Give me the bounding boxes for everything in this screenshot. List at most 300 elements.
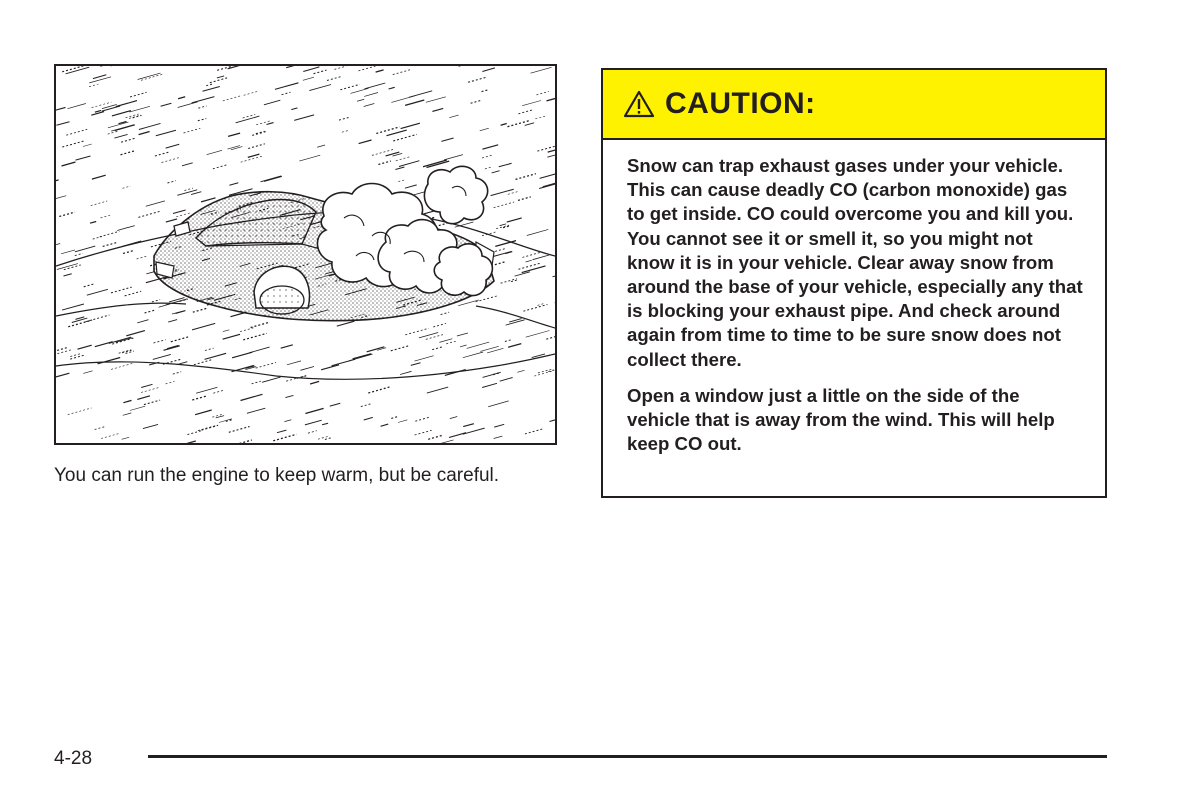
snow-streak <box>123 250 134 253</box>
snow-streak <box>64 274 72 276</box>
snow-streak <box>145 310 156 313</box>
snow-streak <box>303 67 319 72</box>
snow-streak <box>256 363 276 369</box>
snow-streak <box>75 253 83 255</box>
snow-streak <box>164 346 180 351</box>
snow-streak <box>223 96 241 101</box>
snow-streak <box>252 381 261 384</box>
snow-streak <box>387 130 407 136</box>
snow-streak <box>281 345 293 348</box>
snow-streak <box>500 224 507 226</box>
snow-streak <box>527 229 549 235</box>
snow-streak <box>415 417 430 421</box>
snow-streak <box>192 323 215 330</box>
snow-streak <box>111 287 132 293</box>
snow-streak <box>463 352 483 358</box>
snow-streak <box>482 68 495 72</box>
snow-streak <box>103 243 117 247</box>
snow-streak <box>68 104 86 109</box>
snow-streak <box>108 131 120 134</box>
snow-streak <box>210 78 229 83</box>
snow-streak <box>123 413 132 415</box>
snow-streak <box>396 157 410 161</box>
snow-streak <box>368 387 390 393</box>
snow-streak <box>337 321 355 326</box>
snow-streak <box>501 124 507 126</box>
snow-streak <box>101 433 120 438</box>
snow-streak <box>534 371 554 377</box>
snow-streak <box>137 320 148 323</box>
snow-streak <box>125 291 142 296</box>
snow-streak <box>217 76 224 78</box>
snow-streak <box>101 215 111 218</box>
snow-streak <box>309 85 331 91</box>
snow-streak <box>282 92 291 95</box>
snow-streak <box>277 430 286 433</box>
snow-streak <box>159 304 171 307</box>
snow-streak <box>62 141 84 147</box>
caution-header <box>603 70 1105 140</box>
snow-streak <box>334 66 346 69</box>
snow-streak <box>176 311 186 314</box>
snow-streak <box>173 210 186 214</box>
snow-streak <box>523 305 547 312</box>
snow-streak <box>76 156 91 160</box>
snow-streak <box>314 70 327 74</box>
snow-streak <box>492 171 500 173</box>
snow-streak <box>206 84 213 86</box>
snow-streak <box>386 152 400 156</box>
snow-streak <box>409 91 432 98</box>
snow-streak <box>267 123 274 125</box>
snow-streak <box>171 337 188 342</box>
snow-streak <box>166 381 175 384</box>
snow-streak <box>56 196 66 201</box>
snow-streak <box>359 140 372 144</box>
snow-streak <box>468 77 487 82</box>
snow-streak <box>223 334 240 339</box>
snow-streak <box>291 108 297 110</box>
snow-streak <box>482 145 498 149</box>
snow-streak <box>166 144 180 148</box>
snow-streak <box>121 138 136 142</box>
snow-streak <box>317 145 325 147</box>
snow-streak <box>248 144 265 149</box>
snow-streak <box>264 176 282 181</box>
snow-streak <box>467 342 490 348</box>
snow-streak <box>187 441 196 443</box>
snow-streak <box>177 190 197 196</box>
snow-streak <box>213 165 227 169</box>
snow-streak <box>491 189 514 195</box>
snow-streak <box>525 123 534 126</box>
snow-streak <box>100 231 120 237</box>
snow-streak <box>95 342 113 347</box>
snow-streak <box>321 365 339 370</box>
snow-streak <box>198 425 218 431</box>
snow-streak <box>116 101 137 107</box>
snow-streak <box>144 400 160 405</box>
snow-streak <box>64 265 81 270</box>
snow-streak <box>198 106 206 108</box>
snow-streak <box>330 403 341 406</box>
snow-streak <box>123 400 131 402</box>
snow-streak <box>122 437 130 439</box>
snow-streak <box>415 430 432 435</box>
snow-streak <box>332 359 356 366</box>
snow-streak <box>252 132 266 136</box>
snow-streak <box>228 66 252 69</box>
footer-rule <box>148 755 1107 758</box>
snow-streak <box>173 372 181 374</box>
snow-streak <box>526 260 532 262</box>
snow-streak <box>146 201 165 206</box>
snow-streak <box>137 396 150 400</box>
snow-streak <box>236 116 260 123</box>
snow-streak <box>364 417 373 420</box>
snow-streak <box>361 404 371 407</box>
snow-streak <box>550 416 556 422</box>
snow-streak <box>391 416 399 418</box>
snow-streak <box>415 356 434 361</box>
snow-streak <box>463 428 485 434</box>
snow-streak <box>405 328 428 335</box>
snow-streak <box>62 304 84 310</box>
snow-streak <box>123 186 131 188</box>
snow-streak <box>518 110 533 114</box>
snow-streak <box>516 174 536 180</box>
snow-streak <box>203 87 220 92</box>
snow-streak <box>68 408 92 415</box>
snow-streak <box>438 440 453 443</box>
snow-streak <box>109 337 131 343</box>
page-number: 4-28 <box>54 748 93 769</box>
snow-streak <box>339 118 349 121</box>
snow-streak <box>166 219 177 222</box>
snow-streak <box>92 175 106 179</box>
snow-streak <box>536 91 548 95</box>
snow-streak <box>463 424 474 427</box>
snow-streak <box>95 427 105 430</box>
snow-streak <box>93 75 106 79</box>
snow-streak <box>264 100 280 105</box>
snow-streak <box>98 358 121 364</box>
snow-streak <box>401 123 420 128</box>
snow-streak <box>294 115 314 121</box>
snow-streak <box>141 74 163 80</box>
caution-paragraph: Open a window just a little on the side of the vehicle that is away from the wind. This will help keep CO out. <box>627 384 1055 455</box>
snow-streak <box>482 155 493 158</box>
snow-streak <box>460 345 467 347</box>
snow-streak <box>89 84 98 87</box>
snow-streak <box>168 320 177 323</box>
snow-streak <box>480 128 489 131</box>
snow-streak <box>223 330 229 332</box>
snow-streak <box>187 431 201 435</box>
snow-streak <box>232 440 252 443</box>
snow-streak <box>351 88 369 93</box>
snow-streak <box>553 274 556 277</box>
snow-streak <box>310 381 319 384</box>
snow-streak <box>305 420 322 425</box>
illustration-car-in-snow <box>54 64 557 445</box>
snow-streak <box>119 122 127 124</box>
snow-streak <box>84 284 95 287</box>
snow-streak <box>441 138 453 141</box>
snow-streak <box>441 312 450 314</box>
snow-streak <box>62 162 76 166</box>
snow-streak <box>517 370 524 372</box>
snow-streak <box>364 104 375 107</box>
snow-streak <box>83 371 92 374</box>
snow-streak <box>526 331 550 338</box>
snow-streak <box>531 67 552 73</box>
snow-streak <box>432 108 443 111</box>
snow-streak <box>130 406 145 410</box>
snow-streak <box>176 213 191 217</box>
snow-streak <box>201 198 215 202</box>
snow-streak <box>511 280 519 282</box>
snow-streak <box>483 372 501 377</box>
snow-streak <box>399 161 419 167</box>
snow-streak <box>213 390 224 393</box>
snow-streak <box>495 249 505 252</box>
snow-streak <box>59 212 75 216</box>
snow-streak <box>184 188 193 190</box>
snow-streak <box>129 106 150 112</box>
snow-streak <box>533 255 550 260</box>
snow-streak <box>155 152 169 156</box>
car-snow-exhaust-drawing <box>56 66 555 443</box>
snow-streak <box>508 344 521 348</box>
snow-streak <box>262 377 281 382</box>
snow-streak <box>231 147 242 150</box>
snow-streak <box>111 125 134 132</box>
snow-streak <box>141 387 160 392</box>
snow-streak <box>522 101 541 106</box>
snow-streak <box>538 303 545 305</box>
snow-streak <box>232 352 252 358</box>
snow-streak <box>228 146 240 150</box>
snow-streak <box>273 434 296 441</box>
snow-streak <box>90 222 96 224</box>
snow-streak <box>535 116 546 119</box>
figure-caption: You can run the engine to keep warm, but be careful. <box>54 465 500 486</box>
snow-streak <box>485 167 491 169</box>
snow-streak <box>196 387 217 393</box>
snow-streak <box>398 420 407 423</box>
snow-streak <box>405 100 424 105</box>
snow-streak <box>91 112 104 116</box>
snow-streak <box>126 331 145 336</box>
snow-streak <box>491 262 506 266</box>
snow-streak <box>395 167 404 170</box>
snow-streak <box>152 300 160 302</box>
snow-streak <box>56 373 69 378</box>
snow-streak <box>156 130 176 136</box>
snow-streak <box>476 296 499 302</box>
snow-streak <box>115 125 135 131</box>
caution-paragraph: Snow can trap exhaust gases under your vehicle. This can cause deadly CO (carbon monoxide) gas to get inside. CO could overcome you and kill you. You cannot see it or smell it, so you might not know it is in your vehicle. Clear away snow from around the base of your vehicle, especially any that is blocking your exhaust pipe. And check around again from time to time to be sure snow does not collect there. <box>627 155 1083 370</box>
snow-streak <box>193 308 208 312</box>
snow-streak <box>240 328 254 332</box>
snow-streak <box>133 115 142 118</box>
snow-streak <box>182 163 193 166</box>
snow-streak <box>168 181 176 183</box>
snow-streak <box>68 320 92 327</box>
snow-streak <box>358 66 375 71</box>
snow-streak <box>327 77 341 81</box>
snow-streak <box>325 438 332 440</box>
snow-streak <box>61 250 75 254</box>
caution-box <box>601 68 1107 498</box>
snow-streak <box>248 154 260 157</box>
snow-streak <box>119 350 131 353</box>
snow-streak <box>56 122 69 126</box>
snow-streak <box>56 180 59 183</box>
snow-streak <box>427 387 448 393</box>
snow-streak <box>178 102 198 108</box>
snow-streak <box>499 163 512 167</box>
snow-streak <box>432 347 442 350</box>
snow-streak <box>66 67 90 74</box>
snow-streak <box>488 401 509 407</box>
caution-body <box>603 140 1105 456</box>
snow-streak <box>91 201 108 206</box>
snow-streak <box>428 435 443 439</box>
snow-streak <box>376 70 384 72</box>
snow-streak <box>198 119 207 121</box>
snow-streak <box>381 424 389 426</box>
snow-streak <box>525 429 544 434</box>
snow-streak <box>205 353 227 359</box>
snow-streak <box>322 423 328 425</box>
snow-streak <box>153 354 171 359</box>
snow-streak <box>70 355 85 359</box>
snow-streak <box>95 110 101 112</box>
snow-streak <box>364 93 378 97</box>
snow-streak <box>494 202 514 208</box>
snow-streak <box>89 77 111 83</box>
snow-streak <box>162 157 181 162</box>
snow-streak <box>251 322 270 327</box>
snow-streak <box>66 129 87 135</box>
snow-streak <box>398 180 405 182</box>
snow-streak <box>494 436 503 438</box>
snow-streak <box>116 338 133 343</box>
snow-streak <box>137 256 147 259</box>
snow-streak <box>433 323 446 327</box>
snow-streak <box>482 90 488 92</box>
snow-streak <box>411 363 421 366</box>
snow-streak <box>192 396 207 400</box>
snow-streak <box>505 340 512 342</box>
snow-streak <box>207 150 222 154</box>
snow-streak <box>201 425 218 430</box>
snow-streak <box>353 354 372 359</box>
snow-streak <box>56 244 60 248</box>
snow-streak <box>146 272 154 274</box>
snow-streak <box>500 378 513 382</box>
snow-streak <box>365 83 386 89</box>
snow-streak <box>161 103 172 106</box>
snow-streak <box>117 226 135 231</box>
snow-streak <box>70 353 81 356</box>
snow-streak <box>540 172 555 178</box>
snow-streak <box>400 371 411 374</box>
snow-streak <box>285 83 298 87</box>
snow-streak <box>446 341 457 344</box>
snow-streak <box>405 185 417 188</box>
snow-streak <box>114 134 127 138</box>
snow-streak <box>139 123 161 129</box>
warning-triangle-icon <box>623 90 655 118</box>
snow-streak <box>303 77 314 80</box>
snow-streak <box>439 339 452 343</box>
snow-streak <box>522 266 546 273</box>
snow-streak <box>522 252 542 258</box>
snow-streak <box>138 73 161 79</box>
snow-streak <box>93 237 102 240</box>
snow-streak <box>426 97 446 103</box>
snow-streak <box>299 155 320 161</box>
snow-streak <box>318 436 329 439</box>
snow-streak <box>250 347 270 353</box>
snow-streak <box>501 279 517 284</box>
snow-streak <box>229 427 250 433</box>
snow-streak <box>391 345 410 350</box>
snow-streak <box>243 333 267 340</box>
snow-streak <box>141 384 152 387</box>
snow-streak <box>449 115 458 118</box>
snow-streak <box>308 431 317 434</box>
snow-streak <box>546 335 555 339</box>
snow-streak <box>75 246 95 252</box>
snow-streak <box>393 69 412 74</box>
snow-streak <box>139 132 150 135</box>
snow-streak <box>244 91 259 95</box>
snow-streak <box>357 99 364 101</box>
snow-streak <box>138 211 160 217</box>
caution-title: CAUTION: <box>665 87 816 120</box>
snow-streak <box>191 192 201 195</box>
snow-streak <box>247 408 265 413</box>
snow-streak <box>83 144 92 147</box>
snow-streak <box>547 97 556 101</box>
snow-streak <box>229 183 238 186</box>
snow-streak <box>508 191 519 194</box>
snow-streak <box>450 417 458 419</box>
snow-streak <box>342 130 349 132</box>
snow-streak <box>457 333 468 336</box>
snow-streak <box>228 133 240 136</box>
snow-streak <box>154 340 166 343</box>
snow-streak <box>205 348 214 350</box>
snow-streak <box>143 424 158 428</box>
snow-streak <box>184 128 201 133</box>
snow-streak <box>548 148 555 152</box>
snow-streak <box>471 100 482 103</box>
snow-streak <box>367 347 385 352</box>
snow-streak <box>508 121 530 127</box>
snow-streak <box>111 363 133 369</box>
snow-streak <box>102 106 120 111</box>
snow-streak <box>241 394 263 400</box>
snow-streak <box>178 97 185 99</box>
snow-streak <box>305 408 323 413</box>
snow-streak <box>482 383 497 387</box>
snow-streak <box>449 433 466 438</box>
